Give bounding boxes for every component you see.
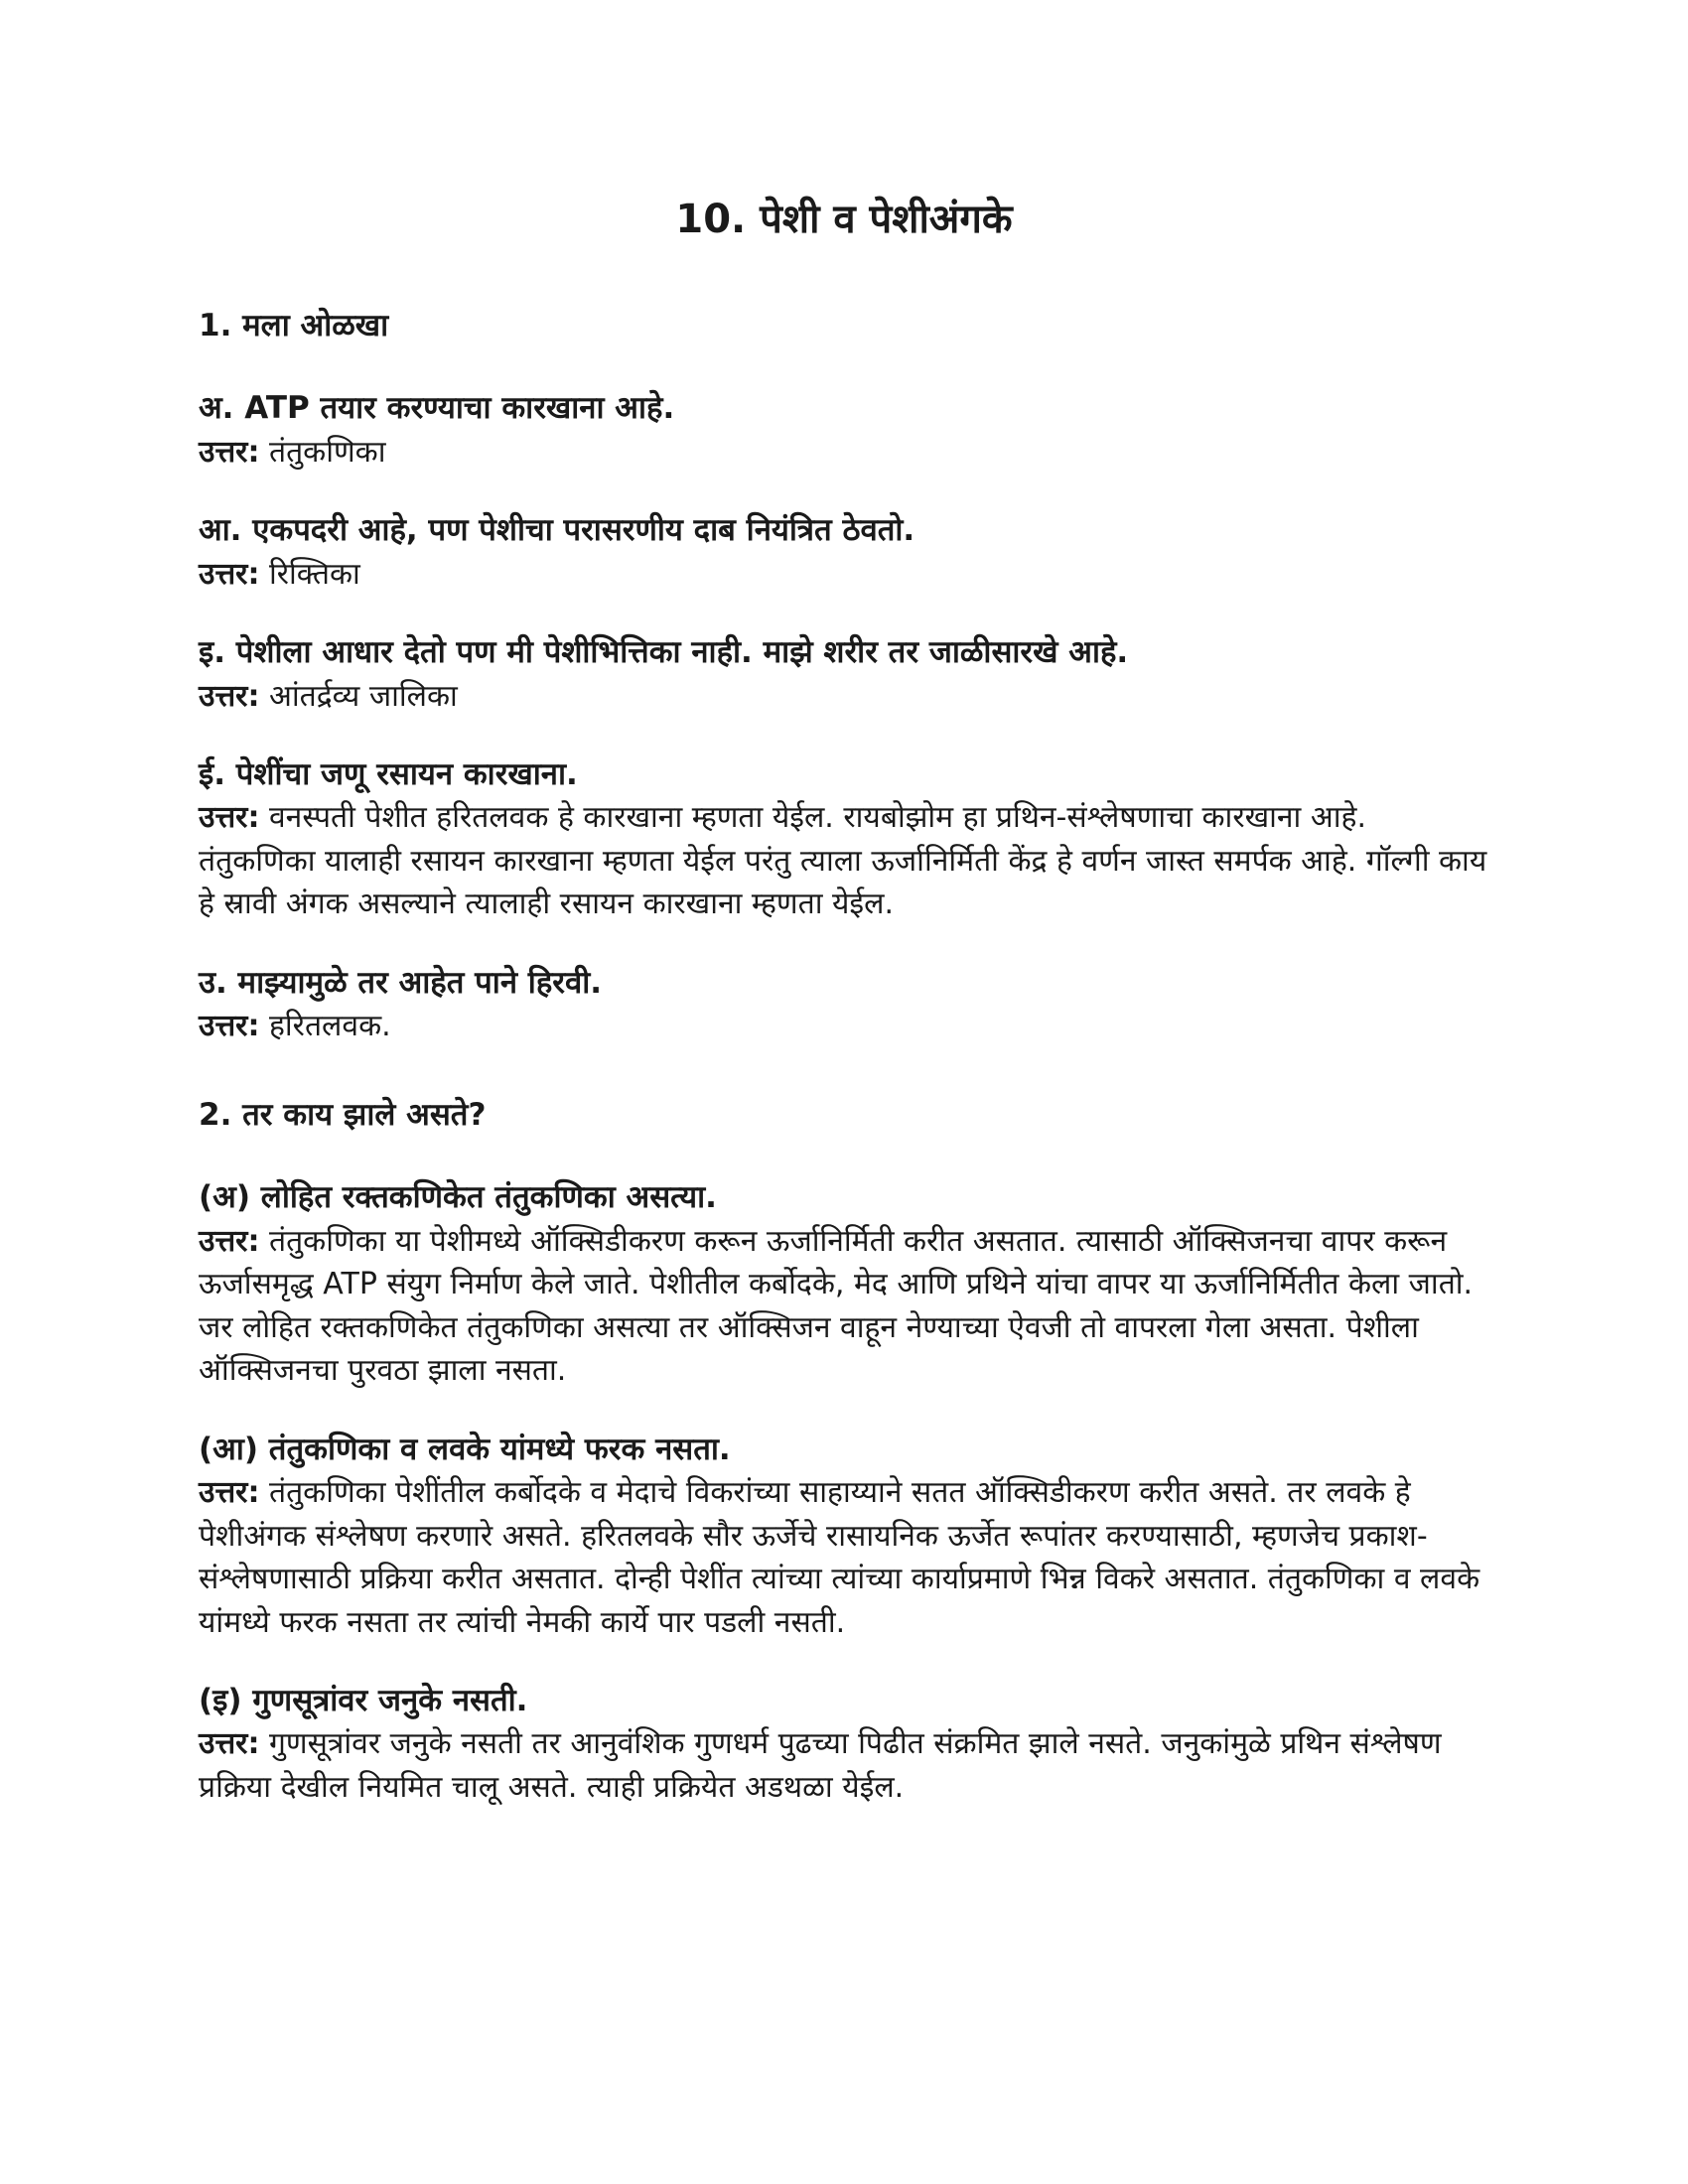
document-title: 10. पेशी व पेशीअंगके	[675, 197, 1013, 242]
qa-item	[199, 1429, 1489, 1644]
question: आ. एकपदरी आहे, पण पेशीचा परासरणीय दाब नियंत्रित ठेवतो.	[199, 512, 915, 549]
answer-text: तंतुकणिका पेशींतील कर्बोदके व मेदाचे विकरांच्या साहाय्याने सतत ऑक्सिडीकरण करीत असते. तर लवके हे पेशीअंगक संश्लेषण करणारे असते. हरितलवके सौर ऊर्जेचे रासायनिक ऊर्जेत रूपांतर करण्यासाठी, म्हणजेच प्रकाश-संश्लेषणासाठी प्रक्रिया करीत असतात. दोन्ही पेशींत त्यांच्या त्यांच्या कार्याप्रमाणे भिन्न विकरे असतात. तंतुकणिका व लवके यांमध्ये फरक नसता तर त्यांची नेमकी कार्ये पार पडली नसती.	[199, 1475, 1480, 1640]
question: ई. पेशींचा जणू रसायन कारखाना.	[199, 756, 578, 793]
answer-label: उत्तर:	[199, 1223, 260, 1259]
qa-item	[199, 962, 1489, 1048]
question: अ. ATP तयार करण्याचा कारखाना आहे.	[199, 390, 675, 427]
answer-text: गुणसूत्रांवर जनुके नसती तर आनुवंशिक गुणधर्म पुढच्या पिढीत संक्रमित झाले नसते. जनुकांमुळे प्रथिन संश्लेषण प्रक्रिया देखील नियमित चालू असते. त्याही प्रक्रियेत अडथळा येईल.	[199, 1726, 1442, 1805]
answer	[199, 553, 1489, 597]
answer-label: उत्तर:	[199, 1475, 260, 1511]
answer-text: तंतुकणिका	[268, 434, 386, 470]
answer-label: उत्तर:	[199, 1726, 260, 1762]
answer	[199, 1220, 1489, 1393]
question: (इ) गुणसूत्रांवर जनुके नसती.	[199, 1683, 528, 1719]
answer-label: उत्तर:	[199, 434, 260, 470]
section-heading: 2. तर काय झाले असते?	[199, 1096, 487, 1133]
answer-label: उत्तर:	[199, 556, 260, 592]
qa-item	[199, 753, 1489, 926]
answer	[199, 1722, 1489, 1809]
qa-item	[199, 1176, 1489, 1392]
answer	[199, 675, 1489, 719]
answer-text: रिक्तिका	[268, 556, 360, 592]
document-page	[199, 194, 1489, 1844]
qa-item	[199, 631, 1489, 718]
answer-text: हरितलवक.	[268, 1009, 391, 1044]
question: (आ) तंतुकणिका व लवके यांमध्ये फरक नसता.	[199, 1431, 731, 1467]
answer-label: उत्तर:	[199, 1009, 260, 1044]
section-identify-me	[199, 305, 1489, 1048]
question: इ. पेशीला आधार देतो पण मी पेशीभित्तिका नाही. माझे शरीर तर जाळीसारखे आहे.	[199, 634, 1129, 671]
answer	[199, 796, 1489, 926]
answer	[199, 431, 1489, 475]
qa-item	[199, 509, 1489, 596]
answer-text: आंतर्द्रव्य जालिका	[268, 678, 458, 714]
answer	[199, 1471, 1489, 1644]
qa-item	[199, 387, 1489, 474]
answer-label: उत्तर:	[199, 678, 260, 714]
question: (अ) लोहित रक्तकणिकेत तंतुकणिका असत्या.	[199, 1179, 717, 1216]
qa-item	[199, 1680, 1489, 1809]
answer	[199, 1005, 1489, 1048]
section-what-would-happen	[199, 1094, 1489, 1810]
answer-text: वनस्पती पेशीत हरितलवक हे कारखाना म्हणता येईल. रायबोझोम हा प्रथिन-संश्लेषणाचा कारखाना आहे. तंतुकणिका यालाही रसायन कारखाना म्हणता येईल परंतु त्याला ऊर्जानिर्मिती केंद्र हे वर्णन जास्त समर्पक आहे. गॉल्गी काय हे स्रावी अंगक असल्याने त्यालाही रसायन कारखाना म्हणता येईल.	[199, 800, 1487, 922]
section-heading: 1. मला ओळखा	[199, 308, 389, 343]
answer-label: उत्तर:	[199, 800, 260, 836]
answer-text: तंतुकणिका या पेशीमध्ये ऑक्सिडीकरण करून ऊर्जानिर्मिती करीत असतात. त्यासाठी ऑक्सिजनचा वापर करून ऊर्जासमृद्ध ATP संयुग निर्माण केले जाते. पेशीतील कर्बोदके, मेद आणि प्रथिने यांचा वापर या ऊर्जानिर्मितीत केला जातो. जर लोहित रक्तकणिकेत तंतुकणिका असत्या तर ऑक्सिजन वाहून नेण्याच्या ऐवजी तो वापरला गेला असता. पेशीला ऑक्सिजनचा पुरवठा झाला नसता.	[199, 1223, 1474, 1389]
question: उ. माझ्यामुळे तर आहेत पाने हिरवी.	[199, 964, 603, 1001]
